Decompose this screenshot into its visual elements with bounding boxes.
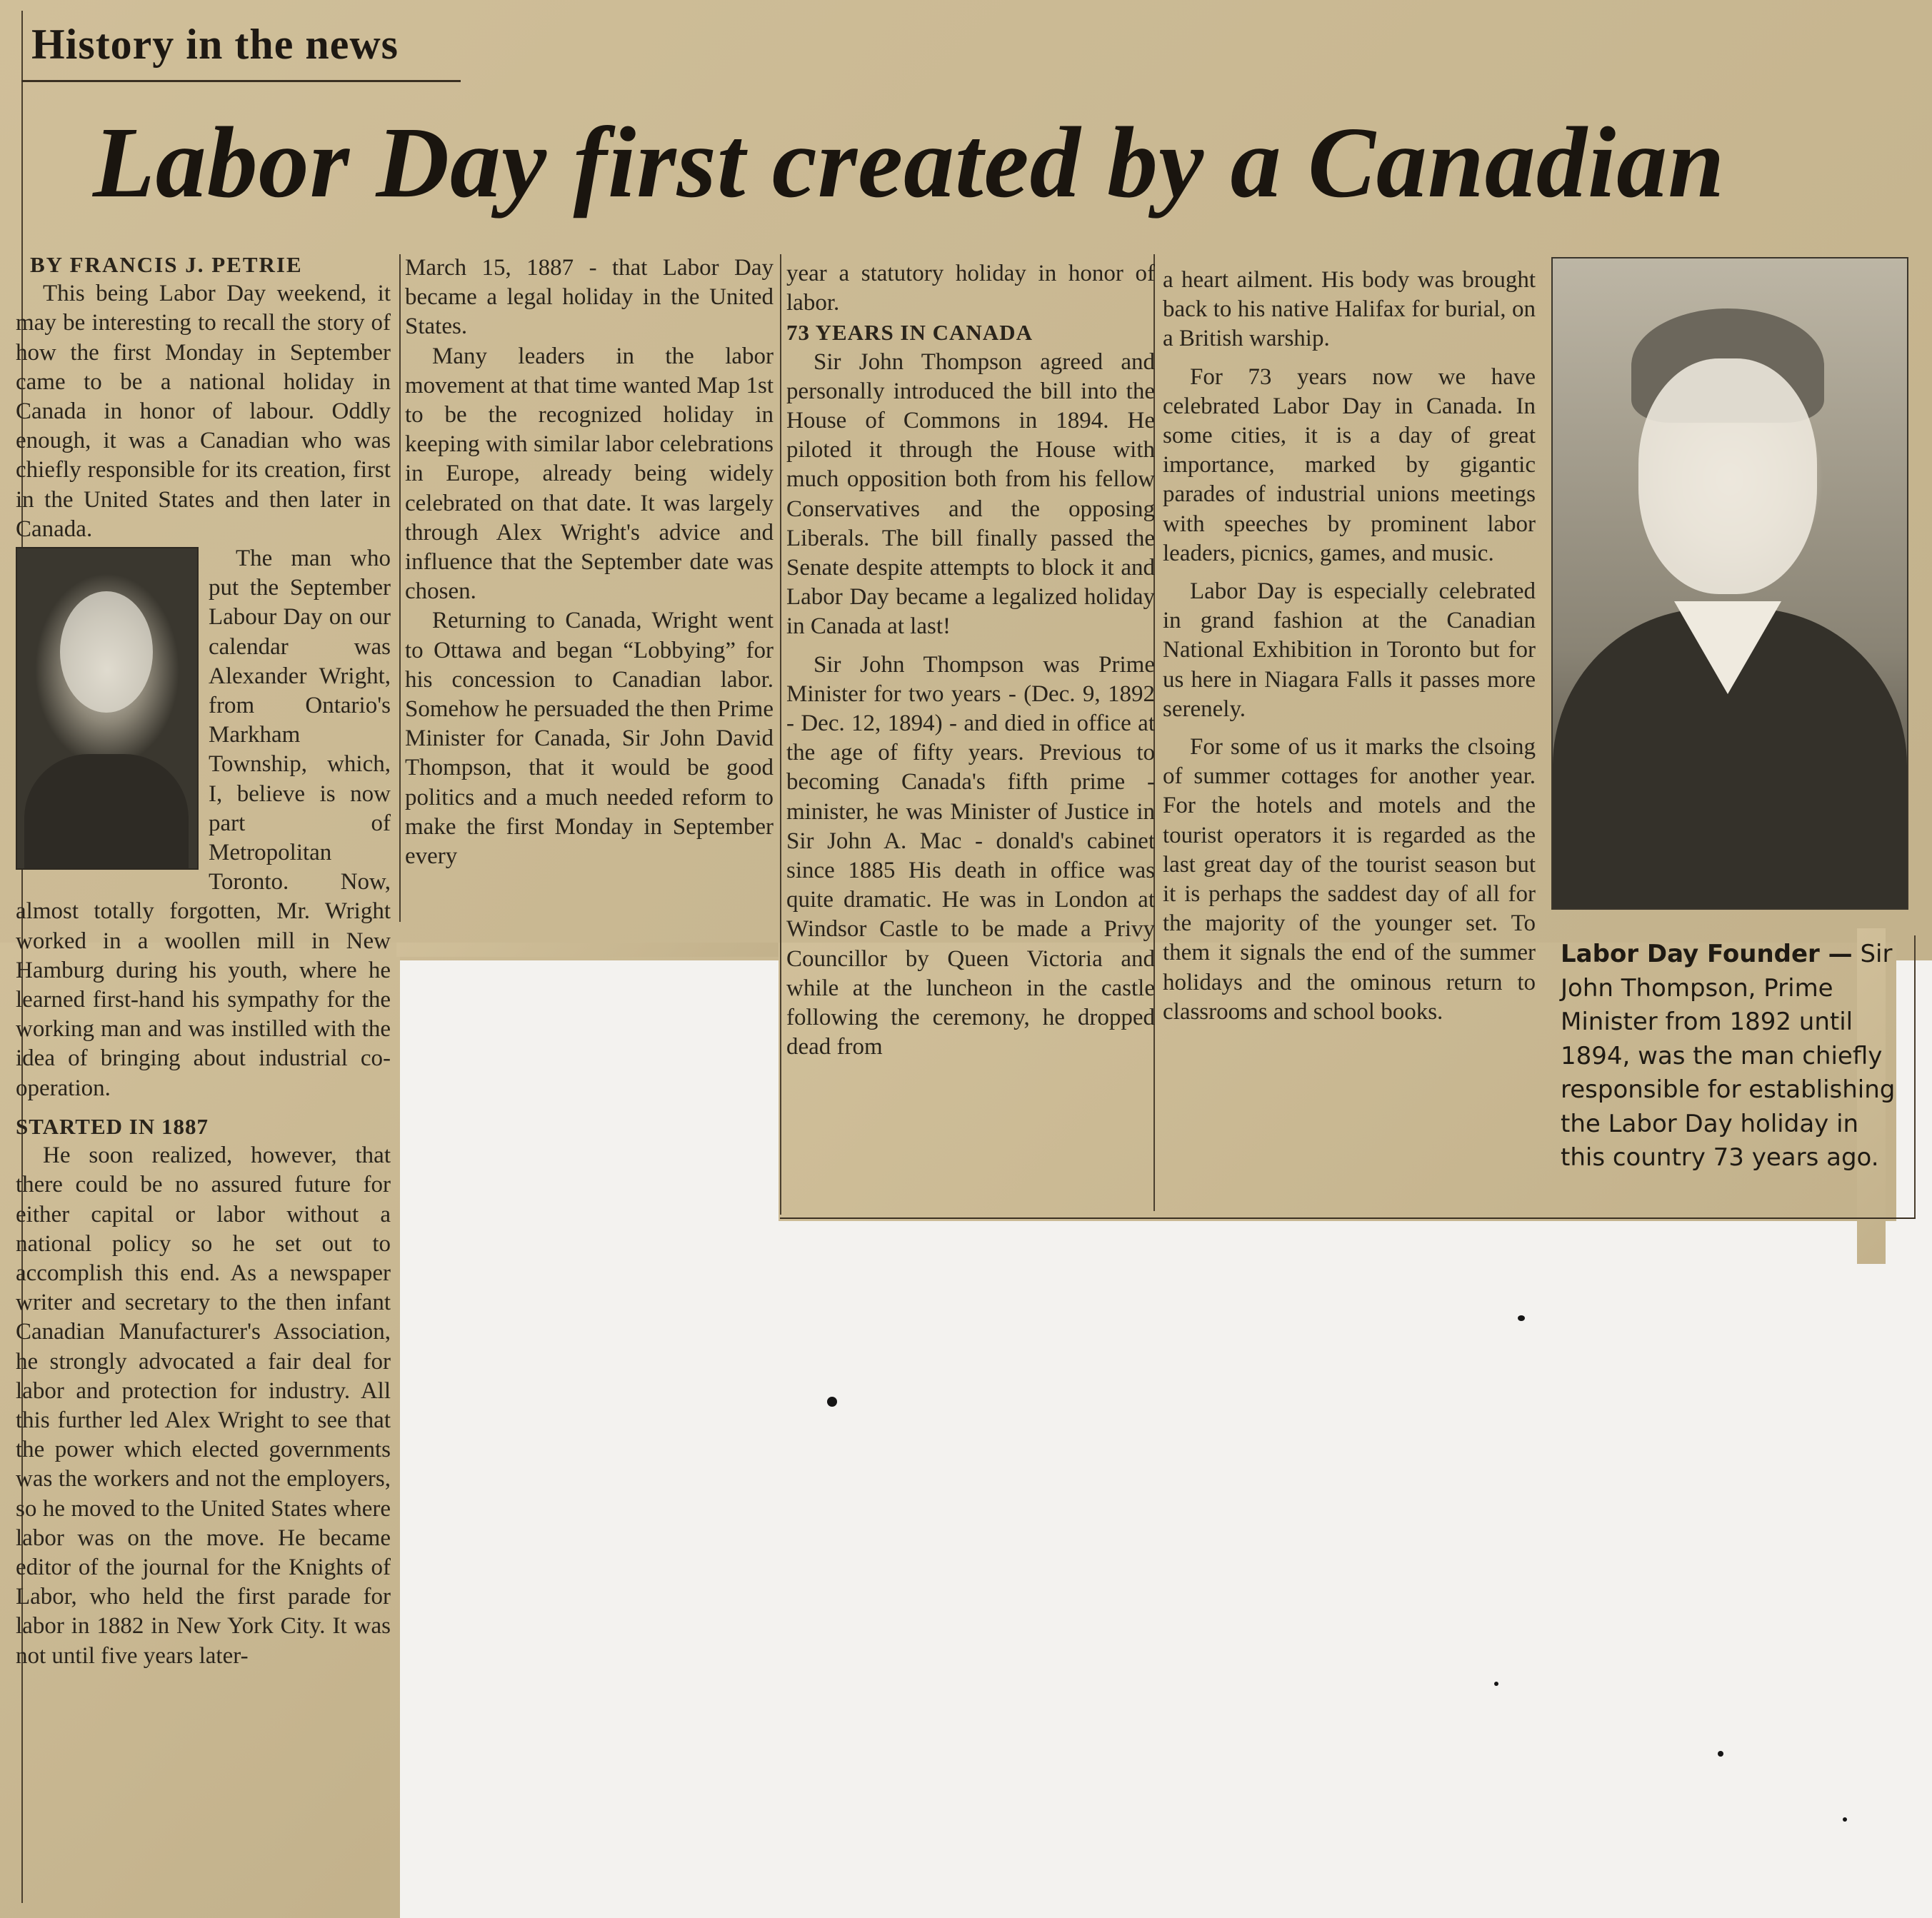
photo-caption bbox=[1561, 938, 1896, 1175]
col1-paragraph-2: The man who put the September Labour Day on our calendar was Alexander Wright, from Ontario's Markham Township, which, I, believe is now part of Metropolitan Toronto. Now, almost totally forgotten, Mr. Wright worked in a woollen mill in New Hamburg during his youth, where he learned first-hand his sympathy for the working man and was instilled with the idea of bringing about industrial co-operation. bbox=[16, 546, 391, 1101]
column-3 bbox=[786, 259, 1155, 1062]
scan-speck bbox=[1718, 1751, 1723, 1757]
photo-suit bbox=[24, 754, 189, 868]
scan-speck bbox=[1518, 1315, 1525, 1321]
col1-paragraph-1: This being Labor Day weekend, it may be interesting to recall the story of how the first Monday in September came to be a national holiday in Canada in honor of labour. Oddly enough, it was a Canadian who was chiefly responsible for its creation, first in the United States and then later in Canada. bbox=[16, 281, 391, 542]
bottom-rule bbox=[780, 1217, 1916, 1219]
scan-speck bbox=[1494, 1682, 1498, 1686]
kicker-underline bbox=[21, 80, 461, 82]
kicker: History in the news bbox=[31, 21, 399, 68]
caption-text: Sir John Thompson, Prime Minister from 1892 until 1894, was the man chiefly responsible for establishing the Labor Day holiday in this country 73 years ago. bbox=[1561, 940, 1896, 1172]
column-1 bbox=[16, 250, 391, 1671]
portrait-face bbox=[1638, 358, 1817, 594]
col4-paragraph-2: For 73 years now we have celebrated Labor Day in Canada. In some cities, it is a day of great importance, marked by gigantic parades of industrial unions meetings with speeches by prominent labor leaders, picnics, games, and music. bbox=[1163, 363, 1536, 566]
photo-face bbox=[60, 591, 153, 713]
col4-paragraph-1: a heart ailment. His body was brought back to his native Halifax for burial, on a British warship. bbox=[1163, 267, 1536, 352]
column-2 bbox=[405, 253, 774, 871]
col3-paragraph-3: Sir John Thompson was Prime Minister for two years - (Dec. 9, 1892 - Dec. 12, 1894) - and died in office at the age of fifty years. Previous to becoming Canada's fifth prime - minister, he was Minister of Justice in Sir John A. Mac - donald's cabinet since 1885 His death in office was quite dramatic. He was in London at Windsor Castle to be made a Privy Councillor by Queen Victoria and while at the luncheon in the castle following the ceremony, he dropped dead from bbox=[786, 651, 1155, 1060]
scan-speck bbox=[827, 1397, 837, 1407]
portrait-sir-john-thompson bbox=[1551, 257, 1908, 910]
clipping-paper-mid-strip bbox=[396, 943, 782, 957]
col3-paragraph-1: year a statutory holiday in honor of labor. bbox=[786, 261, 1155, 316]
right-edge-rule bbox=[1914, 935, 1916, 1217]
column-rule-1 bbox=[399, 254, 401, 922]
col2-paragraph-3: Returning to Canada, Wright went to Ottawa and began “Lobbying” for his concession to Canadian labor. Somehow he persuaded the then Prime Minister for Canada, Sir John David Thompson, that it would be good politics and a much needed reform to make the first Monday in September every bbox=[405, 608, 774, 870]
caption-lead: Labor Day Founder — bbox=[1561, 940, 1853, 968]
blank-background bbox=[400, 960, 779, 1918]
headline: Labor Day first created by a Canadian bbox=[93, 106, 1726, 219]
author-photo-alexander-wright bbox=[16, 547, 199, 870]
column-4 bbox=[1163, 266, 1536, 1027]
scan-speck bbox=[1843, 1817, 1847, 1822]
col3-paragraph-2: Sir John Thompson agreed and personally introduced the bill into the House of Commons in 1894. He piloted it through the House with much opposition both from his fellow Conservatives and the opposing Liberals. The bill finally passed the Senate despite attempts to block it and Labor Day became a legalized holiday in Canada at last! bbox=[786, 348, 1155, 640]
byline: BY FRANCIS J. PETRIE bbox=[30, 252, 303, 277]
col2-paragraph-1: March 15, 1887 - that Labor Day became a legal holiday in the United States. bbox=[405, 255, 774, 340]
column-rule-2 bbox=[780, 254, 781, 1215]
subhead-started-1887: STARTED IN 1887 bbox=[16, 1113, 209, 1139]
col4-paragraph-4: For some of us it marks the clsoing of summer cottages for another year. For the hotels and motels and the tourist operators it is regarded as the last great day of the tourist season but it is perhaps the saddest day of all for the majority of the younger set. To them it signals the end of the summer holidays and the ominous return to classrooms and school books. bbox=[1163, 734, 1536, 1025]
col1-paragraph-3: He soon realized, however, that there could be no assured future for either capital or labor without a national policy so he set out to accomplish this end. As a newspaper writer and secretary to the then infant Canadian Manufacturer's Association, he strongly advocated a fair deal for labor and protection for industry. All this further led Alex Wright to see that the power which elected governments was the workers and not the employers, so he moved to the United States where labor was on the move. He became editor of the journal for the Knights of Labor, who held the first parade for labor in 1882 in New York City. It was not until five years later- bbox=[16, 1143, 391, 1669]
col4-paragraph-3: Labor Day is especially celebrated in grand fashion at the Canadian National Exhibition in Toronto but for us here in Niagara Falls it passes more serenely. bbox=[1163, 578, 1536, 722]
col2-paragraph-2: Many leaders in the labor movement at that time wanted Map 1st to be the recognized holiday in keeping with similar labor celebrations in Europe, already being widely celebrated on that date. It was largely through Alex Wright's advice and influence that the September date was chosen. bbox=[405, 343, 774, 605]
subhead-73-years: 73 YEARS IN CANADA bbox=[786, 320, 1033, 346]
